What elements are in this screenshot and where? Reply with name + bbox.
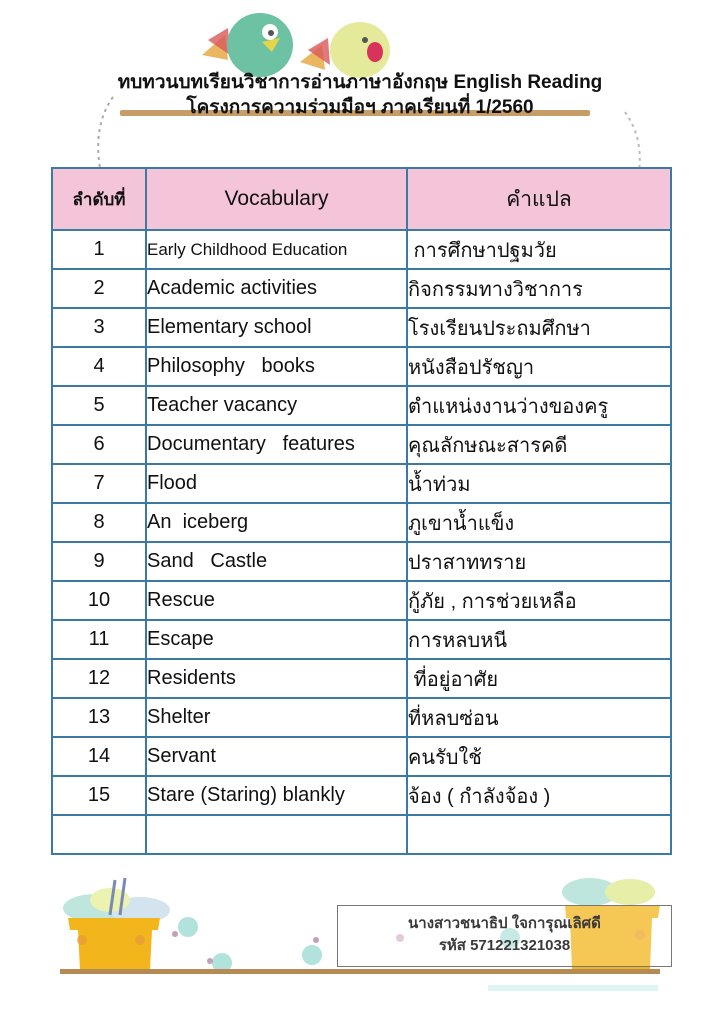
signature-box [337, 905, 672, 967]
birds-illustration [200, 0, 400, 80]
translation-cell: ภูเขาน้ำแข็ง [407, 503, 671, 542]
row-number: 15 [52, 776, 146, 815]
left-flowerpot-icon [63, 878, 170, 970]
table-row [52, 737, 671, 776]
table-row [52, 659, 671, 698]
translation-cell: คุณลักษณะสารคดี [407, 425, 671, 464]
row-number: 3 [52, 308, 146, 347]
column-header-number: ลำดับที่ [52, 168, 146, 230]
table-row [52, 464, 671, 503]
vocabulary-cell: Escape [146, 620, 407, 659]
translation-cell: คนรับใช้ [407, 737, 671, 776]
row-number: 1 [52, 230, 146, 269]
table-row [52, 386, 671, 425]
translation-cell [407, 815, 671, 854]
row-number: 9 [52, 542, 146, 581]
translation-cell: น้ำท่วม [407, 464, 671, 503]
student-id: รหัส 571221321038 [438, 937, 571, 954]
green-bird-icon [202, 13, 293, 77]
table-row [52, 503, 671, 542]
translation-cell: โรงเรียนประถมศึกษา [407, 308, 671, 347]
row-number: 10 [52, 581, 146, 620]
vocabulary-cell: Elementary school [146, 308, 407, 347]
vocabulary-cell [146, 815, 407, 854]
vocabulary-cell: Academic activities [146, 269, 407, 308]
translation-cell: การหลบหนี [407, 620, 671, 659]
table-row [52, 698, 671, 737]
row-number: 2 [52, 269, 146, 308]
translation-cell: หนังสือปรัชญา [407, 347, 671, 386]
table-row [52, 269, 671, 308]
vocabulary-cell: Documentary features [146, 425, 407, 464]
vocabulary-table [51, 167, 672, 855]
shelf-bar [60, 969, 660, 974]
page-title: ทบทวนบทเรียนวิชาการอ่านภาษาอังกฤษ English Reading [117, 72, 603, 93]
page-header [0, 70, 720, 120]
row-number [52, 815, 146, 854]
vocabulary-cell: Shelter [146, 698, 407, 737]
translation-cell: ปราสาททราย [407, 542, 671, 581]
table-row [52, 308, 671, 347]
column-header-vocabulary: Vocabulary [146, 168, 407, 230]
row-number: 5 [52, 386, 146, 425]
table-row [52, 620, 671, 659]
vocabulary-cell: Philosophy books [146, 347, 407, 386]
vocabulary-cell: Sand Castle [146, 542, 407, 581]
translation-cell: กิจกรรมทางวิชาการ [407, 269, 671, 308]
vocabulary-cell: Early Childhood Education [146, 230, 407, 269]
translation-cell: ที่อยู่อาศัย [407, 659, 671, 698]
translation-cell: ที่หลบซ่อน [407, 698, 671, 737]
table-row [52, 425, 671, 464]
vocabulary-cell: Flood [146, 464, 407, 503]
row-number: 6 [52, 425, 146, 464]
row-number: 4 [52, 347, 146, 386]
table-row [52, 230, 671, 269]
vocabulary-cell: Stare (Staring) blankly [146, 776, 407, 815]
row-number: 8 [52, 503, 146, 542]
row-number: 12 [52, 659, 146, 698]
page-subtitle: โครงการความร่วมมือฯ ภาคเรียนที่ 1/2560 [186, 97, 534, 118]
row-number: 7 [52, 464, 146, 503]
translation-cell: ตำแหน่งงานว่างของครู [407, 386, 671, 425]
table-row [52, 347, 671, 386]
translation-cell: การศึกษาปฐมวัย [407, 230, 671, 269]
vocabulary-cell: Residents [146, 659, 407, 698]
row-number: 11 [52, 620, 146, 659]
vocabulary-cell: An iceberg [146, 503, 407, 542]
vocabulary-cell: Servant [146, 737, 407, 776]
table-row [52, 542, 671, 581]
watermark-text [488, 985, 658, 991]
vocabulary-cell: Teacher vacancy [146, 386, 407, 425]
translation-cell: กู้ภัย , การช่วยเหลือ [407, 581, 671, 620]
vocabulary-cell: Rescue [146, 581, 407, 620]
table-row [52, 581, 671, 620]
row-number: 14 [52, 737, 146, 776]
row-number: 13 [52, 698, 146, 737]
column-header-translation: คำแปล [407, 168, 671, 230]
table-row [52, 815, 671, 854]
translation-cell: จ้อง ( กำลังจ้อง ) [407, 776, 671, 815]
table-header-row [52, 168, 671, 230]
author-name: นางสาวชนาธิป ใจการุณเลิศดี [408, 915, 601, 932]
table-row [52, 776, 671, 815]
